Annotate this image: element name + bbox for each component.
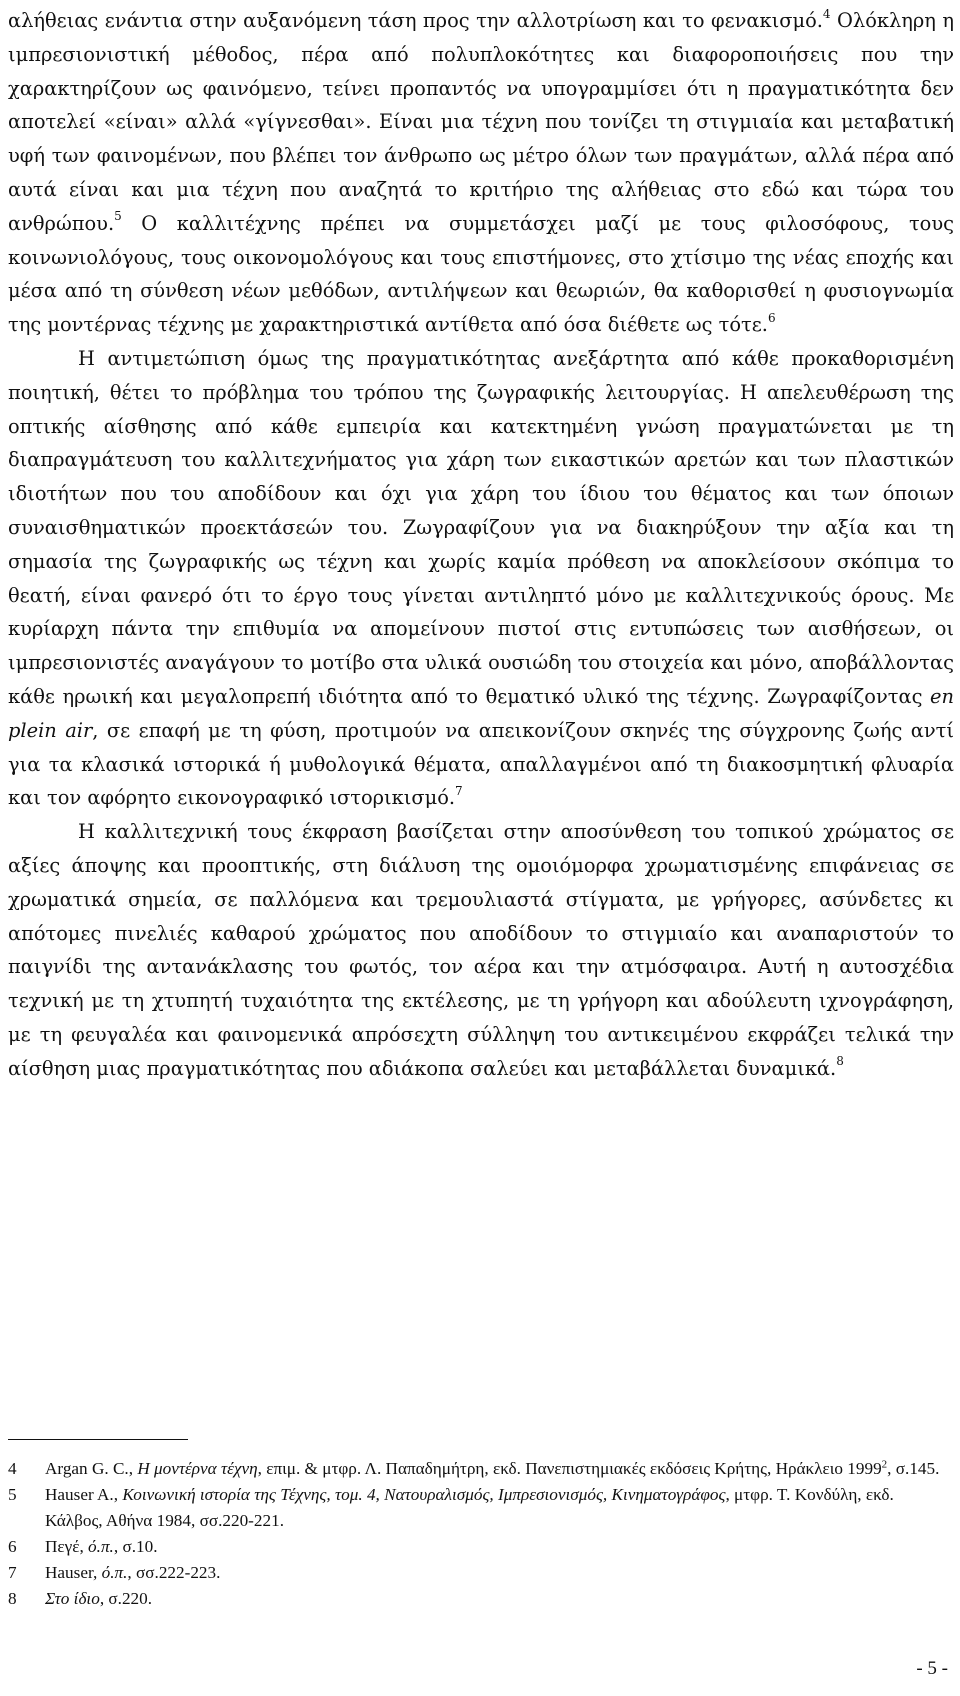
footnote-number: 7: [8, 1563, 17, 1582]
page-number: - 5 -: [916, 1658, 948, 1679]
footnote-number: 8: [8, 1589, 17, 1608]
paragraph-1-part-c: Ο καλλιτέχνης πρέπει να συμμετάσχει μαζί με τους φιλοσόφους, τους κοινωνιολόγους, τους οικονομολόγους και τους επιστήμονες, στο χτίσιμο της νέας εποχής και μέσα από τη σύνθεση νέων μεθόδων, αντιλήψεων και θεωριών, θα καθορισθεί η φυσιογνωμία της μοντέρνας τέχνης με χαρακτηριστικά αντίθετα από όσα διέθετε ως τότε.: [8, 211, 954, 337]
paragraph-2-part-a: Η αντιμετώπιση όμως της πραγματικότητας ανεξάρτητα από κάθε προκαθορισμένη ποιητική, θέτει το πρόβλημα του τρόπου της ζωγραφικής λειτουργίας. Η απελευθέρωση της οπτικής αίσθησης από κάθε εμπειρία και κατεκτημένη γνώση πραγματώνεται με τη διαπραγμάτευση του καλλιτεχνήματος για χάρη των εικαστικών αρετών και των πλαστικών ιδιοτήτων που του αποδίδουν και όχι για χάρη του ίδιου του θέματος και των όποιων συναισθηματικών προεκτάσεών του. Ζωγραφίζουν για να διακηρύξουν την αξία και τη σημασία της ζωγραφικής ως τέχνη και χωρίς καμία πρόθεση να αποκλείσουν σκόπιμα το θεατή, είναι φανερό ότι το έργο τους γίνεται αντιληπτό μόνο με καλλιτεχνικούς όρους. Με κυρίαρχη πάντα την επιθυμία να απομείνουν πιστοί στις εντυπώσεις των αισθήσεων, οι ιμπρεσιονιστές αναγάγουν το μοτίβο στα υλικά ουσιώδη του στοιχεία και μόνο, αποβάλλοντας κάθε ηρωική και μεγαλοπρεπή ιδιότητα από το θεματικό υλικό της τέχνης. Ζωγραφίζοντας: [8, 346, 954, 708]
footnote-8: [8, 1586, 948, 1612]
footnote-ref-6[interactable]: 6: [767, 310, 776, 325]
footnote-text: Στο ίδιο, σ.220.: [45, 1589, 153, 1608]
footnote-6: [8, 1534, 948, 1560]
paragraph-2: [8, 342, 954, 815]
paragraph-1-part-b: Ολόκληρη η ιμπρεσιονιστική μέθοδος, πέρα από πολυπλοκότητες και διαφοροποιήσεις που την χαρακτηρίζουν ως φαινόμενο, τείνει προπαντός να υπογραμμίσει ότι η πραγματικότητα δεν αποτελεί «είναι» αλλά «γίγνεσθαι». Είναι μια τέχνη που τονίζει τη στιγμιαία και μεταβατική υφή των φαινομένων, που βλέπει τον άνθρωπο ως μέτρο όλων των πραγμάτων, αλλά πέρα από αυτά είναι και μια τέχνη που αναζητά το κριτήριο της αλήθειας στο εδώ και τώρα του ανθρώπου.: [8, 9, 954, 235]
footnote-number: 4: [8, 1459, 17, 1478]
footnote-text: Hauser A., Κοινωνική ιστορία της Τέχνης, τομ. 4, Νατουραλισμός, Ιμπρεσιονισμός, Κινηματογράφος, μτφρ. Τ. Κονδύλη, εκδ. Κάλβος, Αθήνα 1984, σσ.220-221.: [45, 1485, 894, 1530]
paragraph-3-text: Η καλλιτεχνική τους έκφραση βασίζεται στην αποσύνθεση του τοπικού χρώματος σε αξίες άποψης και προοπτικής, στη διάλυση της ομοιόμορφα χρωματισμένης επιφάνειας σε χρωματικά σημεία, σε παλλόμενα και τρεμουλιαστά στίγματα, με γρήγορες, ασύνδετες κι απότομες πινελιές καθαρού χρώματος που αποδίδουν το στιγμιαίο και αναπαριστούν το παιγνίδι της αντανάκλασης του φωτός, τον αέρα και την ατμόσφαιρα. Αυτή η αυτοσχέδια τεχνική με τη χτυπητή τυχαιότητα της εκτέλεσης, με τη γρήγορη και αδούλευτη ιχνογράφηση, με τη φευγαλέα και φαινομενικά απρόσεχτη σύλληψη του αντικειμένου εκφράζει τελικά την αίσθηση μιας πραγματικότητας που αδιάκοπα σαλεύει και μεταβάλλεται δυναμικά.: [8, 820, 954, 1080]
footnote-ref-5[interactable]: 5: [114, 209, 122, 224]
paragraph-2-part-b: , σε επαφή με τη φύση, προτιμούν να απεικονίζουν σκηνές της σύγχρονης ζωής αντί για τα κλασικά ιστορικά ή μυθολογικά θέματα, απαλλαγμένοι από τη διακοσμητική φλυαρία και τον αφόρητο εικονογραφικό ιστορικισμό.: [8, 718, 954, 810]
footnote-number: 5: [8, 1485, 17, 1504]
footnotes-list: [8, 1456, 948, 1612]
footnote-text: Argan G. C., Η μοντέρνα τέχνη, επιμ. & μτφρ. Λ. Παπαδημήτρη, εκδ. Πανεπιστημιακές εκδόσεις Κρήτης, Ηράκλειο 1999$^2$, σ.145.: [45, 1458, 940, 1478]
footnote-text: Hauser, ό.π., σσ.222-223.: [45, 1563, 221, 1582]
paragraph-2-italic-phrase: en plein air: [8, 684, 954, 742]
footnote-4: [8, 1456, 948, 1482]
footnote-7: [8, 1560, 948, 1586]
footnote-text: Πεγέ, ό.π., σ.10.: [45, 1537, 158, 1556]
paragraph-1: [8, 4, 954, 342]
footnote-number: 6: [8, 1537, 17, 1556]
footnote-ref-8[interactable]: 8: [836, 1054, 844, 1069]
paragraph-1-part-a: αλήθειας ενάντια στην αυξανόμενη τάση προς την αλλοτρίωση και το φενακισμό.: [8, 9, 823, 32]
footnote-ref-7[interactable]: 7: [455, 783, 463, 798]
paragraph-3: [8, 815, 954, 1085]
footnote-ref-4[interactable]: 4: [822, 6, 831, 21]
footnote-separator: [8, 1439, 188, 1440]
footnote-5: [8, 1482, 948, 1534]
main-text: [8, 4, 954, 1086]
